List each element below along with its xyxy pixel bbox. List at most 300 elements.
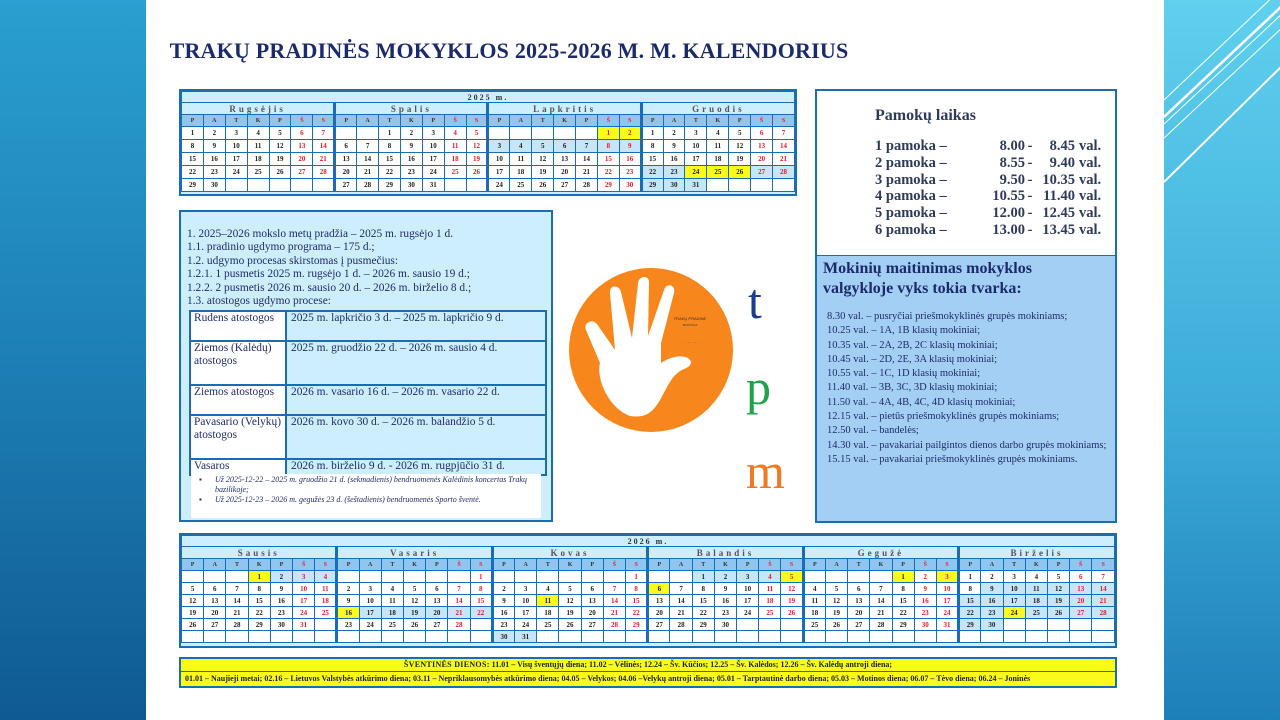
calendar-day: 27 — [751, 166, 773, 179]
note-item: ▪ Už 2025-12-22 – 2025 m. gruodžio 21 d. (sekmadienis) bendruomenės Kalėdinis koncertas Trakų bazilikoje; — [199, 475, 527, 494]
calendar-day: 23 — [337, 619, 359, 631]
month-name: Lapkritis — [488, 103, 641, 115]
calendar-day: 25 — [315, 607, 337, 619]
calendar-day: 12 — [559, 595, 581, 607]
calendar-day: 14 — [448, 595, 470, 607]
calendar-day: 2 — [203, 127, 225, 140]
weekday-header: P — [576, 115, 598, 127]
calendar-day: 1 — [692, 571, 714, 583]
calendar-day: 5 — [825, 583, 847, 595]
calendar-day — [892, 631, 914, 643]
calendar-day: 15 — [626, 595, 648, 607]
meal-item: 12.15 val. – pietūs priešmokyklinės grupės mokiniams; — [827, 411, 1060, 423]
calendar-day — [559, 631, 581, 643]
calendar-day: 25 — [381, 619, 403, 631]
calendar-day — [357, 127, 379, 140]
calendar-day: 20 — [848, 607, 870, 619]
calendar-day: 14 — [576, 153, 598, 166]
calendar-day — [803, 631, 825, 643]
weekday-header: P — [581, 559, 603, 571]
weekday-header: P — [641, 115, 663, 127]
calendar-day — [448, 631, 470, 643]
calendar-day: 24 — [685, 166, 707, 179]
calendar-day: 18 — [247, 153, 269, 166]
calendar-day — [773, 179, 795, 192]
calendar-day: 12 — [781, 583, 803, 595]
vacation-row — [190, 459, 546, 475]
calendar-day: 22 — [379, 166, 401, 179]
calendar-day: 20 — [426, 607, 448, 619]
calendar-day: 2 — [337, 583, 359, 595]
calendar-day: 23 — [914, 607, 936, 619]
calendar-day: 21 — [357, 166, 379, 179]
calendar-day: 10 — [293, 583, 315, 595]
meal-item: 11.50 val. – 4A, 4B, 4C, 4D klasių mokiniai; — [827, 396, 1016, 408]
calendar-day: 22 — [248, 607, 270, 619]
calendar-day: 4 — [537, 583, 559, 595]
weekday-header: Š — [759, 559, 781, 571]
calendar-day: 5 — [559, 583, 581, 595]
calendar-day: 16 — [663, 153, 685, 166]
calendar-day: 28 — [313, 166, 335, 179]
calendar-day: 21 — [313, 153, 335, 166]
calendar-day: 14 — [870, 595, 892, 607]
calendar-day: 26 — [532, 179, 554, 192]
meal-item: 11.40 val. – 3B, 3C, 3D klasių mokiniai; — [827, 382, 998, 394]
calendar-day: 15 — [692, 595, 714, 607]
calendar-day — [532, 127, 554, 140]
calendar-day: 9 — [714, 583, 736, 595]
bullet-icon: ▪ — [199, 475, 202, 484]
calendar-day: 14 — [603, 595, 625, 607]
calendar-day: 12 — [729, 140, 751, 153]
weekday-header: S — [619, 115, 641, 127]
calendar-day: 28 — [603, 619, 625, 631]
calendar-day: 4 — [707, 127, 729, 140]
weekday-header: P — [270, 559, 292, 571]
weekday-header: T — [848, 559, 870, 571]
calendar-day: 21 — [448, 607, 470, 619]
calendar-day — [335, 127, 357, 140]
calendar-day: 17 — [225, 153, 247, 166]
meal-item: 15.15 val. – pavakariai priešmokyklinės grupės mokiniams. — [827, 453, 1078, 465]
weekday-header: P — [803, 559, 825, 571]
calendar-day: 8 — [641, 140, 663, 153]
weekday-header: P — [337, 559, 359, 571]
calendar-day: 17 — [488, 166, 510, 179]
vacation-name: Pavasario (Velykų) atostogos — [190, 415, 286, 459]
calendar-day — [444, 179, 466, 192]
calendar-day: 31 — [422, 179, 444, 192]
calendar-day: 13 — [848, 595, 870, 607]
weekday-header: P — [1047, 559, 1069, 571]
calendar-day: 27 — [426, 619, 448, 631]
calendar-day — [603, 631, 625, 643]
calendar-day: 29 — [892, 619, 914, 631]
weekday-header: A — [663, 115, 685, 127]
calendar-day: 4 — [315, 571, 337, 583]
calendar-day: 23 — [663, 166, 685, 179]
meal-item: 10.55 val. – 1C, 1D klasių mokiniai; — [827, 368, 981, 380]
calendar-day: 31 — [515, 631, 537, 643]
calendar-day — [182, 631, 204, 643]
calendar-day: 29 — [379, 179, 401, 192]
calendar-day: 24 — [936, 607, 958, 619]
calendar-day: 11 — [537, 595, 559, 607]
calendar-day: 16 — [492, 607, 514, 619]
calendar-day: 2 — [663, 127, 685, 140]
info-line: 1.3. atostogos ugdymo procese: — [187, 295, 331, 308]
weekday-header: K — [870, 559, 892, 571]
vacation-name: Rudens atostogos — [190, 311, 286, 341]
calendar-day: 24 — [515, 619, 537, 631]
calendar-day: 27 — [1070, 607, 1092, 619]
calendar-day: 3 — [225, 127, 247, 140]
calendar-day: 23 — [619, 166, 641, 179]
calendar-day: 22 — [626, 607, 648, 619]
calendar-day — [603, 571, 625, 583]
calendar-day: 8 — [626, 583, 648, 595]
weekday-header: K — [404, 559, 426, 571]
calendar-day: 8 — [248, 583, 270, 595]
calendar-day: 20 — [335, 166, 357, 179]
calendar-day — [1025, 619, 1047, 631]
calendar-day — [870, 571, 892, 583]
weekday-header: K — [400, 115, 422, 127]
calendar-day: 21 — [870, 607, 892, 619]
calendar-day: 29 — [959, 619, 981, 631]
calendar-day: 16 — [981, 595, 1003, 607]
calendar-day: 4 — [381, 583, 403, 595]
weekday-header: P — [737, 559, 759, 571]
calendar-day: 19 — [559, 607, 581, 619]
weekday-header: P — [892, 559, 914, 571]
calendar-day: 1 — [959, 571, 981, 583]
calendar-day: 19 — [729, 153, 751, 166]
bullet-icon: ▪ — [199, 495, 202, 504]
calendar-day — [559, 571, 581, 583]
calendar-day: 2 — [270, 571, 292, 583]
calendar-day: 6 — [581, 583, 603, 595]
weekday-header: Š — [914, 559, 936, 571]
calendar-day: 23 — [714, 607, 736, 619]
calendar-day: 8 — [182, 140, 204, 153]
meal-item: 10.25 val. – 1A, 1B klasių mokiniai; — [827, 325, 981, 337]
calendar-day: 25 — [759, 607, 781, 619]
month-name: Rugsėjis — [182, 103, 335, 115]
calendar-day: 13 — [581, 595, 603, 607]
calendar-day: 2 — [492, 583, 514, 595]
calendar-day: 24 — [488, 179, 510, 192]
calendar-day: 13 — [751, 140, 773, 153]
weekday-header: Š — [291, 115, 313, 127]
calendar-day: 3 — [293, 571, 315, 583]
calendar-day: 23 — [492, 619, 514, 631]
calendar-day: 19 — [825, 607, 847, 619]
calendar-day: 11 — [803, 595, 825, 607]
calendar-day: 15 — [641, 153, 663, 166]
calendar-day: 6 — [848, 583, 870, 595]
calendar-day: 7 — [670, 583, 692, 595]
year-label: 2025 m. — [182, 92, 795, 103]
weekday-header: Š — [603, 559, 625, 571]
calendar-day: 27 — [204, 619, 226, 631]
month-name: Spalis — [335, 103, 488, 115]
calendar-day: 10 — [488, 153, 510, 166]
calendar-day: 24 — [422, 166, 444, 179]
holidays-bar — [179, 657, 1117, 688]
calendar-day — [981, 631, 1003, 643]
calendar-day — [313, 179, 335, 192]
calendar-day: 17 — [737, 595, 759, 607]
weekday-header: P — [335, 115, 357, 127]
month-name: Gruodis — [641, 103, 794, 115]
calendar-day: 12 — [269, 140, 291, 153]
calendar-day: 2 — [619, 127, 641, 140]
calendar-day: 14 — [357, 153, 379, 166]
calendar-day — [269, 179, 291, 192]
calendar-day: 26 — [404, 619, 426, 631]
weekday-header: P — [422, 115, 444, 127]
calendar-day: 5 — [1047, 571, 1069, 583]
calendar-day: 3 — [488, 140, 510, 153]
calendar-day: 18 — [1025, 595, 1047, 607]
calendar-day: 21 — [226, 607, 248, 619]
calendar-day: 7 — [576, 140, 598, 153]
info-line: 1.1. pradinio ugdymo programa – 175 d.; — [187, 241, 375, 254]
calendar-day: 10 — [225, 140, 247, 153]
month-name: Birželis — [959, 547, 1115, 559]
calendar-day: 13 — [335, 153, 357, 166]
calendar-day: 26 — [1047, 607, 1069, 619]
lesson-row: 2 pamoka – 8.55 - 9.40 val. — [875, 154, 1102, 171]
lesson-row: 4 pamoka – 10.55 - 11.40 val. — [875, 188, 1102, 205]
calendar-day: 3 — [737, 571, 759, 583]
calendar-day: 15 — [379, 153, 401, 166]
lesson-row: 1 pamoka – 8.00 - 8.45 val. — [875, 138, 1102, 154]
calendar-day: 8 — [892, 583, 914, 595]
calendar-day: 30 — [203, 179, 225, 192]
calendar-day: 10 — [1003, 583, 1025, 595]
calendar-day: 8 — [959, 583, 981, 595]
calendar-day — [226, 631, 248, 643]
calendar-day: 19 — [781, 595, 803, 607]
calendar-day: 16 — [619, 153, 641, 166]
calendar-day: 9 — [663, 140, 685, 153]
calendar-day: 15 — [248, 595, 270, 607]
calendar-day — [670, 631, 692, 643]
calendar-day — [182, 571, 204, 583]
calendar-day: 12 — [466, 140, 488, 153]
weekday-header: A — [825, 559, 847, 571]
calendar-day: 29 — [641, 179, 663, 192]
calendar-day: 4 — [247, 127, 269, 140]
info-line: 1.2.1. 1 pusmetis 2025 m. rugsėjo 1 d. – 2026 m. sausio 19 d.; — [187, 268, 470, 281]
calendar-day: 30 — [714, 619, 736, 631]
calendar-day: 2 — [914, 571, 936, 583]
calendar-day: 3 — [685, 127, 707, 140]
calendar-day: 11 — [315, 583, 337, 595]
diagonal-lines-decoration — [1164, 0, 1280, 720]
calendar-day: 14 — [313, 140, 335, 153]
info-line: 1.2.2. 2 pusmetis 2026 m. sausio 20 d. – 2026 m. birželio 8 d.; — [187, 281, 472, 294]
calendar-day — [707, 179, 729, 192]
calendar-day: 25 — [537, 619, 559, 631]
calendar-day — [247, 179, 269, 192]
calendar-day: 24 — [225, 166, 247, 179]
weekday-header: A — [981, 559, 1003, 571]
calendar-day — [576, 127, 598, 140]
calendar-day: 11 — [247, 140, 269, 153]
weekday-header: P — [959, 559, 981, 571]
calendar-day — [1047, 631, 1069, 643]
calendar-day: 30 — [619, 179, 641, 192]
calendar-day — [848, 631, 870, 643]
calendar-day: 25 — [803, 619, 825, 631]
hand-logo-icon — [568, 268, 735, 433]
calendar-day — [751, 179, 773, 192]
weekday-header: T — [537, 559, 559, 571]
calendar-day — [959, 631, 981, 643]
weekday-header: T — [381, 559, 403, 571]
calendar-day: 17 — [422, 153, 444, 166]
calendar-day: 30 — [270, 619, 292, 631]
calendar-day: 17 — [359, 607, 381, 619]
calendar-day — [581, 571, 603, 583]
meal-item: 10.35 val. – 2A, 2B, 2C klasių mokiniai; — [827, 339, 998, 351]
calendar-day: 11 — [381, 595, 403, 607]
calendar-day: 6 — [335, 140, 357, 153]
calendar-day: 11 — [707, 140, 729, 153]
calendar-day: 6 — [426, 583, 448, 595]
calendar-day: 19 — [1047, 595, 1069, 607]
vacation-row — [190, 385, 546, 415]
calendar-day — [337, 571, 359, 583]
calendar-day: 9 — [270, 583, 292, 595]
calendar-day: 23 — [270, 607, 292, 619]
calendar-day — [404, 571, 426, 583]
calendar-day: 28 — [226, 619, 248, 631]
calendar-day: 10 — [936, 583, 958, 595]
calendar-day: 30 — [663, 179, 685, 192]
calendar-day: 1 — [470, 571, 492, 583]
right-info-panel — [815, 89, 1117, 523]
calendar-day — [729, 179, 751, 192]
calendar-day: 12 — [532, 153, 554, 166]
calendar-day: 21 — [773, 153, 795, 166]
weekday-header: A — [357, 115, 379, 127]
calendar-day: 16 — [714, 595, 736, 607]
month-name: Kovas — [492, 547, 647, 559]
calendar-day: 15 — [182, 153, 204, 166]
calendar-day: 29 — [248, 619, 270, 631]
calendar-day — [537, 631, 559, 643]
calendar-day: 27 — [291, 166, 313, 179]
weekday-header: T — [379, 115, 401, 127]
meal-item: 12.50 val. – bandelės; — [827, 425, 919, 437]
calendar-day — [759, 631, 781, 643]
calendar-day: 3 — [359, 583, 381, 595]
calendar-day: 3 — [515, 583, 537, 595]
calendar-day — [626, 631, 648, 643]
calendar-day — [870, 631, 892, 643]
calendar-2026 — [179, 533, 1117, 648]
calendar-day: 30 — [400, 179, 422, 192]
calendar-day: 29 — [182, 179, 204, 192]
calendar-2025 — [179, 89, 797, 196]
calendar-day: 8 — [692, 583, 714, 595]
calendar-day: 21 — [670, 607, 692, 619]
calendar-day — [337, 631, 359, 643]
calendar-day: 17 — [685, 153, 707, 166]
calendar-day — [515, 571, 537, 583]
calendar-day: 20 — [291, 153, 313, 166]
weekday-header: T — [1003, 559, 1025, 571]
weekday-header: Š — [751, 115, 773, 127]
calendar-day: 22 — [959, 607, 981, 619]
calendar-day: 3 — [1003, 571, 1025, 583]
lesson-row: 5 pamoka – 12.00 - 12.45 val. — [875, 205, 1102, 222]
weekday-header: P — [182, 115, 204, 127]
calendar-day: 17 — [1003, 595, 1025, 607]
vacation-period: 2025 m. gruodžio 22 d. – 2026 m. sausio 4 d. — [286, 341, 546, 385]
weekday-header: P — [182, 559, 204, 571]
calendar-day: 26 — [466, 166, 488, 179]
calendar-day — [466, 179, 488, 192]
calendar-day: 7 — [603, 583, 625, 595]
calendar-day — [554, 127, 576, 140]
weekday-header: T — [692, 559, 714, 571]
lesson-rows — [875, 138, 1101, 239]
month-name: Gegužė — [803, 547, 958, 559]
weekday-header: S — [1092, 559, 1115, 571]
calendar-day — [315, 631, 337, 643]
calendar-day: 11 — [510, 153, 532, 166]
calendar-day: 7 — [1092, 571, 1115, 583]
calendar-day: 8 — [470, 583, 492, 595]
calendar-day — [248, 631, 270, 643]
calendar-day: 14 — [1092, 583, 1115, 595]
calendar-day — [848, 571, 870, 583]
calendar-day — [270, 631, 292, 643]
month-name: Vasaris — [337, 547, 492, 559]
slide-decoration-right — [1164, 0, 1280, 720]
calendar-day: 4 — [444, 127, 466, 140]
calendar-day: 18 — [759, 595, 781, 607]
calendar-day: 22 — [692, 607, 714, 619]
calendar-day: 27 — [648, 619, 670, 631]
weekday-header: P — [488, 115, 510, 127]
month-name: Balandis — [648, 547, 803, 559]
calendar-day — [291, 179, 313, 192]
calendar-day: 25 — [444, 166, 466, 179]
calendar-day — [1070, 631, 1092, 643]
page-title: TRAKŲ PRADINĖS MOKYKLOS 2025-2026 M. M. KALENDORIUS — [169, 38, 849, 63]
weekday-header: A — [670, 559, 692, 571]
calendar-day: 26 — [559, 619, 581, 631]
calendar-day — [648, 631, 670, 643]
weekday-header: Š — [1070, 559, 1092, 571]
calendar-day: 11 — [444, 140, 466, 153]
calendar-day: 9 — [203, 140, 225, 153]
calendar-day: 9 — [981, 583, 1003, 595]
calendar-day: 26 — [182, 619, 204, 631]
calendar-day: 3 — [422, 127, 444, 140]
calendar-day — [670, 571, 692, 583]
calendar-day: 5 — [532, 140, 554, 153]
calendar-day: 1 — [626, 571, 648, 583]
calendar-day: 30 — [981, 619, 1003, 631]
